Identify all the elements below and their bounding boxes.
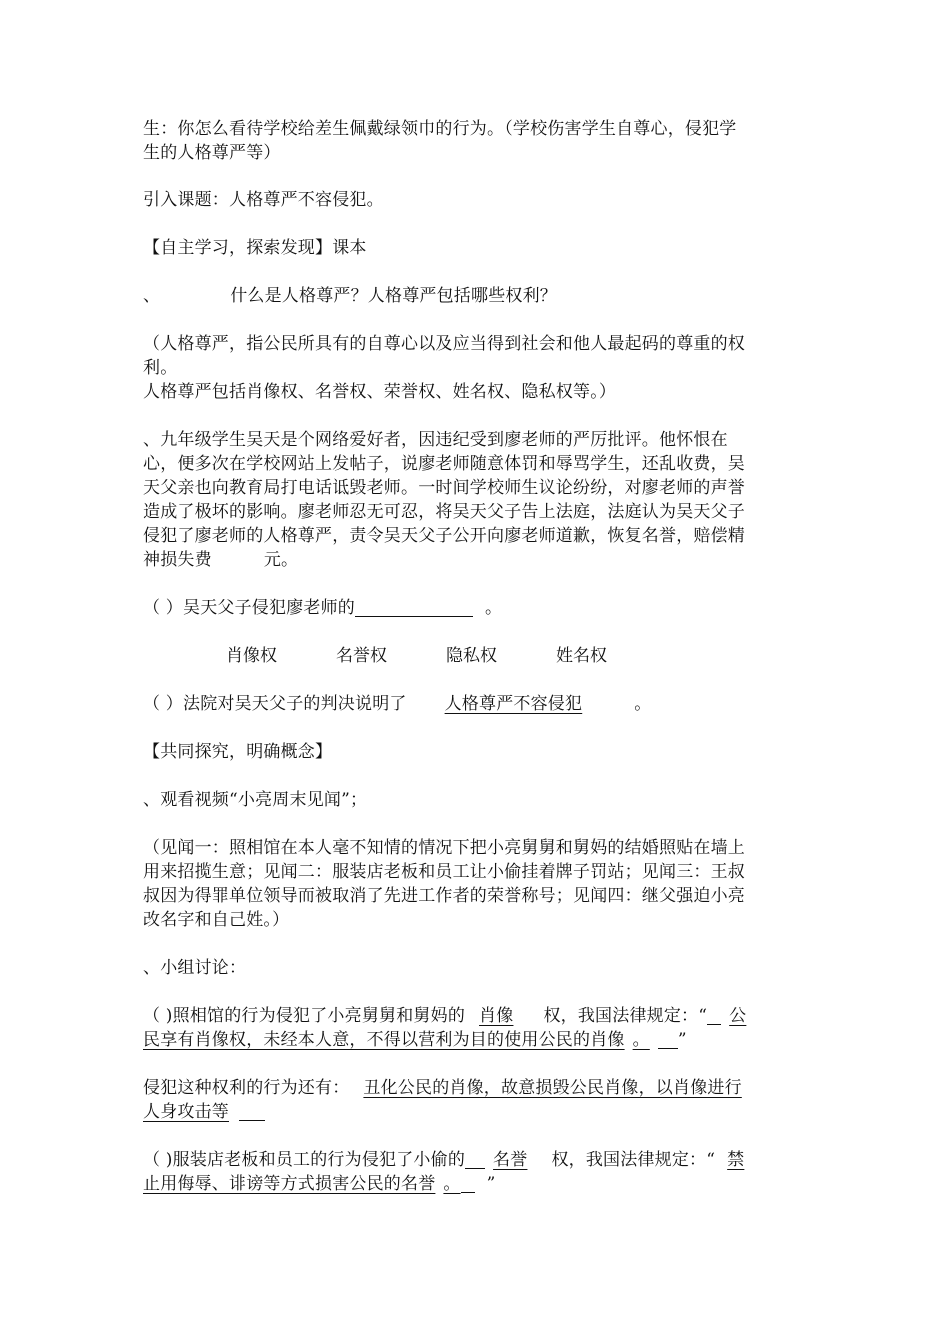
question-line	[143, 1100, 265, 1124]
text-line: （人格尊严，指公民所具有的自尊心以及应当得到社会和他人最起码的尊重的权	[143, 334, 745, 354]
text-line: 叔因为得罪单位领导而被取消了先进工作者的荣誉称号；见闻四：继父强迫小亮	[143, 886, 745, 906]
question-line: 民享有肖像权，未经本人意，不得以营利为目的使用公民的肖像 。 ”	[143, 1030, 687, 1050]
answer-filled: 名誉	[493, 1150, 528, 1170]
text-line: 、小组讨论：	[143, 958, 247, 978]
text-line: 引入课题：人格尊严不容侵犯。	[143, 190, 384, 210]
text-line: 神损失费 元。	[143, 550, 299, 570]
question-line	[143, 284, 557, 308]
answer-blank[interactable]	[355, 598, 473, 617]
answer-filled: 止用侮辱、诽谤等方式损害公民的名誉	[143, 1174, 436, 1194]
answer-filled: 丑化公民的肖像，故意损毁公民肖像，以肖像进行	[363, 1078, 742, 1098]
text-line: 心，便多次在学校网站上发帖子，说廖老师随意体罚和辱骂学生，还乱收费，吴	[143, 454, 745, 474]
item-marker: 、	[143, 286, 161, 306]
question-line: 侵犯这种权利的行为还有： 丑化公民的肖像，故意损毁公民肖像，以肖像进行	[143, 1078, 742, 1098]
answer-filled: 人身攻击等	[143, 1102, 229, 1122]
question-line: 止用侮辱、诽谤等方式损害公民的名誉 。 ”	[143, 1174, 496, 1194]
question-line: （ ）吴天父子侵犯廖老师的 。	[143, 598, 503, 618]
text-line: 造成了极坏的影响。廖老师忍无可忍，将吴天父子告上法庭，法庭认为吴天父子	[143, 502, 745, 522]
text-line: 人格尊严包括肖像权、名誉权、荣誉权、姓名权、隐私权等。）	[143, 382, 617, 402]
option-name-right: 姓名权	[556, 646, 607, 666]
text-line: 侵犯了廖老师的人格尊严，责令吴天父子公开向廖老师道歉，恢复名誉，赔偿精	[143, 526, 745, 546]
question-line: （ ）法院对吴天父子的判决说明了 人格尊严不容侵犯 。	[143, 694, 652, 714]
question-line: （ )照相馆的行为侵犯了小亮舅舅和舅妈的 肖像 权，我国法律规定：“ 公	[143, 1006, 747, 1026]
text-line: 、观看视频“小亮周末见闻”；	[143, 790, 368, 810]
section-heading: 【共同探究，明确概念】	[143, 742, 333, 762]
question-text: 什么是人格尊严？人格尊严包括哪些权利？	[230, 286, 558, 306]
text-line: 、九年级学生吴天是个网络爱好者，因违纪受到廖老师的严厉批评。他怀恨在	[143, 430, 728, 450]
section-heading: 【自主学习，探索发现】课本	[143, 238, 367, 258]
question-line: （ )服装店老板和员工的行为侵犯了小偷的 名誉 权，我国法律规定：“ 禁	[143, 1150, 745, 1170]
text-line: 天父亲也向教育局打电话诋毁老师。一时间学校师生议论纷纷，对廖老师的声誉	[143, 478, 745, 498]
text-line: 利。	[143, 358, 178, 378]
answer-filled: 人格尊严不容侵犯	[444, 694, 583, 714]
text-line: 生的人格尊严等）	[143, 143, 281, 163]
answer-filled: 肖像	[479, 1006, 514, 1026]
text-line: （见闻一：照相馆在本人毫不知情的情况下把小亮舅舅和舅妈的结婚照贴在墙上	[143, 838, 745, 858]
option-reputation-right: 名誉权	[336, 646, 387, 666]
option-privacy-right: 隐私权	[446, 646, 497, 666]
text-line: 改名字和自己姓。）	[143, 910, 290, 930]
text-line: 用来招揽生意；见闻二：服装店老板和员工让小偷挂着牌子罚站；见闻三：王叔	[143, 862, 745, 882]
text-line: 生：你怎么看待学校给差生佩戴绿领巾的行为。（学校伤害学生自尊心，侵犯学	[143, 119, 737, 139]
answer-filled: 民享有肖像权，未经本人意，不得以营利为目的使用公民的肖像	[143, 1030, 625, 1050]
option-portrait-right: 肖像权	[226, 646, 277, 666]
